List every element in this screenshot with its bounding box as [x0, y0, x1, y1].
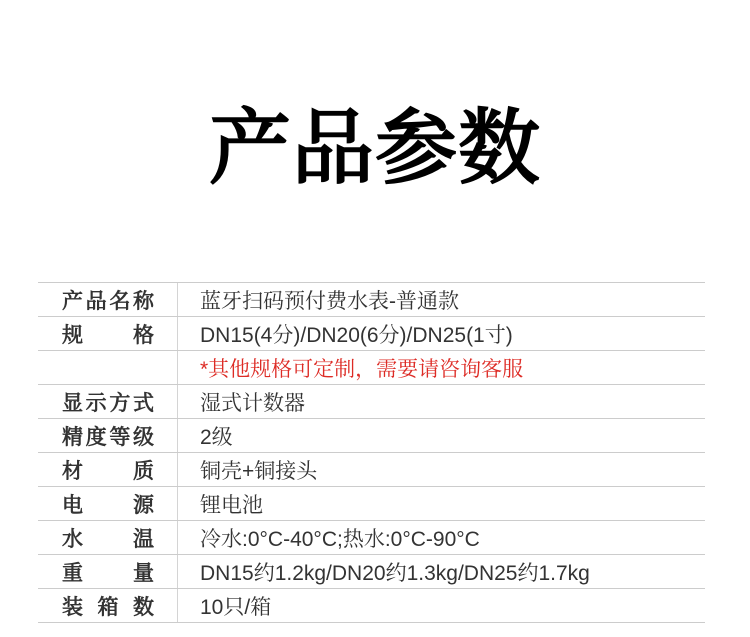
table-row-custom-note: [38, 351, 705, 385]
spec-label: 装箱数: [62, 595, 154, 619]
spec-label: 水温: [62, 527, 154, 551]
spec-label: 显示方式: [62, 391, 154, 415]
spec-label: 电源: [62, 493, 154, 517]
spec-value: 冷水:0°C-40°C;热水:0°C-90°C: [200, 527, 480, 551]
spec-label: 精度等级: [62, 425, 154, 449]
spec-label: 产品名称: [62, 289, 154, 313]
table-row-specification: [38, 317, 705, 351]
spec-value-cell: [178, 351, 705, 384]
spec-label: 材质: [62, 459, 154, 483]
spec-value: DN15约1.2kg/DN20约1.3kg/DN25约1.7kg: [200, 561, 590, 585]
spec-label-cell: [38, 385, 178, 418]
spec-value: 锂电池: [200, 493, 263, 517]
spec-value-cell: [178, 521, 705, 554]
spec-label-cell: [38, 283, 178, 316]
spec-table: [38, 282, 705, 623]
spec-value-cell: [178, 453, 705, 486]
spec-value: 10只/箱: [200, 595, 272, 619]
spec-value-cell: [178, 419, 705, 452]
table-row-material: [38, 453, 705, 487]
custom-note-text: *其他规格可定制，需要请咨询客服: [200, 357, 524, 381]
spec-label-cell: [38, 453, 178, 486]
spec-label-cell: [38, 419, 178, 452]
table-row-water-temperature: [38, 521, 705, 555]
table-row-accuracy-class: [38, 419, 705, 453]
spec-value-cell: [178, 385, 705, 418]
spec-value: 2级: [200, 425, 233, 449]
spec-value-cell: [178, 487, 705, 520]
spec-label-cell: [38, 351, 178, 384]
spec-label-cell: [38, 589, 178, 622]
spec-label-cell: [38, 521, 178, 554]
table-row-weight: [38, 555, 705, 589]
spec-value-cell: [178, 283, 705, 316]
table-row-packing-quantity: [38, 589, 705, 623]
spec-value-cell: [178, 317, 705, 350]
spec-value: 湿式计数器: [200, 391, 305, 415]
spec-label: 规格: [62, 323, 154, 347]
table-row-product-name: [38, 283, 705, 317]
spec-label-cell: [38, 555, 178, 588]
spec-label-cell: [38, 487, 178, 520]
page-title: 产品参数: [208, 103, 541, 194]
spec-label-cell: [38, 317, 178, 350]
table-row-display-mode: [38, 385, 705, 419]
spec-value: DN15(4分)/DN20(6分)/DN25(1寸): [200, 323, 513, 347]
spec-value-cell: [178, 589, 705, 622]
spec-value: 蓝牙扫码预付费水表-普通款: [200, 289, 459, 313]
spec-value: 铜壳+铜接头: [200, 459, 318, 483]
spec-value-cell: [178, 555, 705, 588]
spec-label: 重量: [62, 561, 154, 585]
table-row-power-source: [38, 487, 705, 521]
